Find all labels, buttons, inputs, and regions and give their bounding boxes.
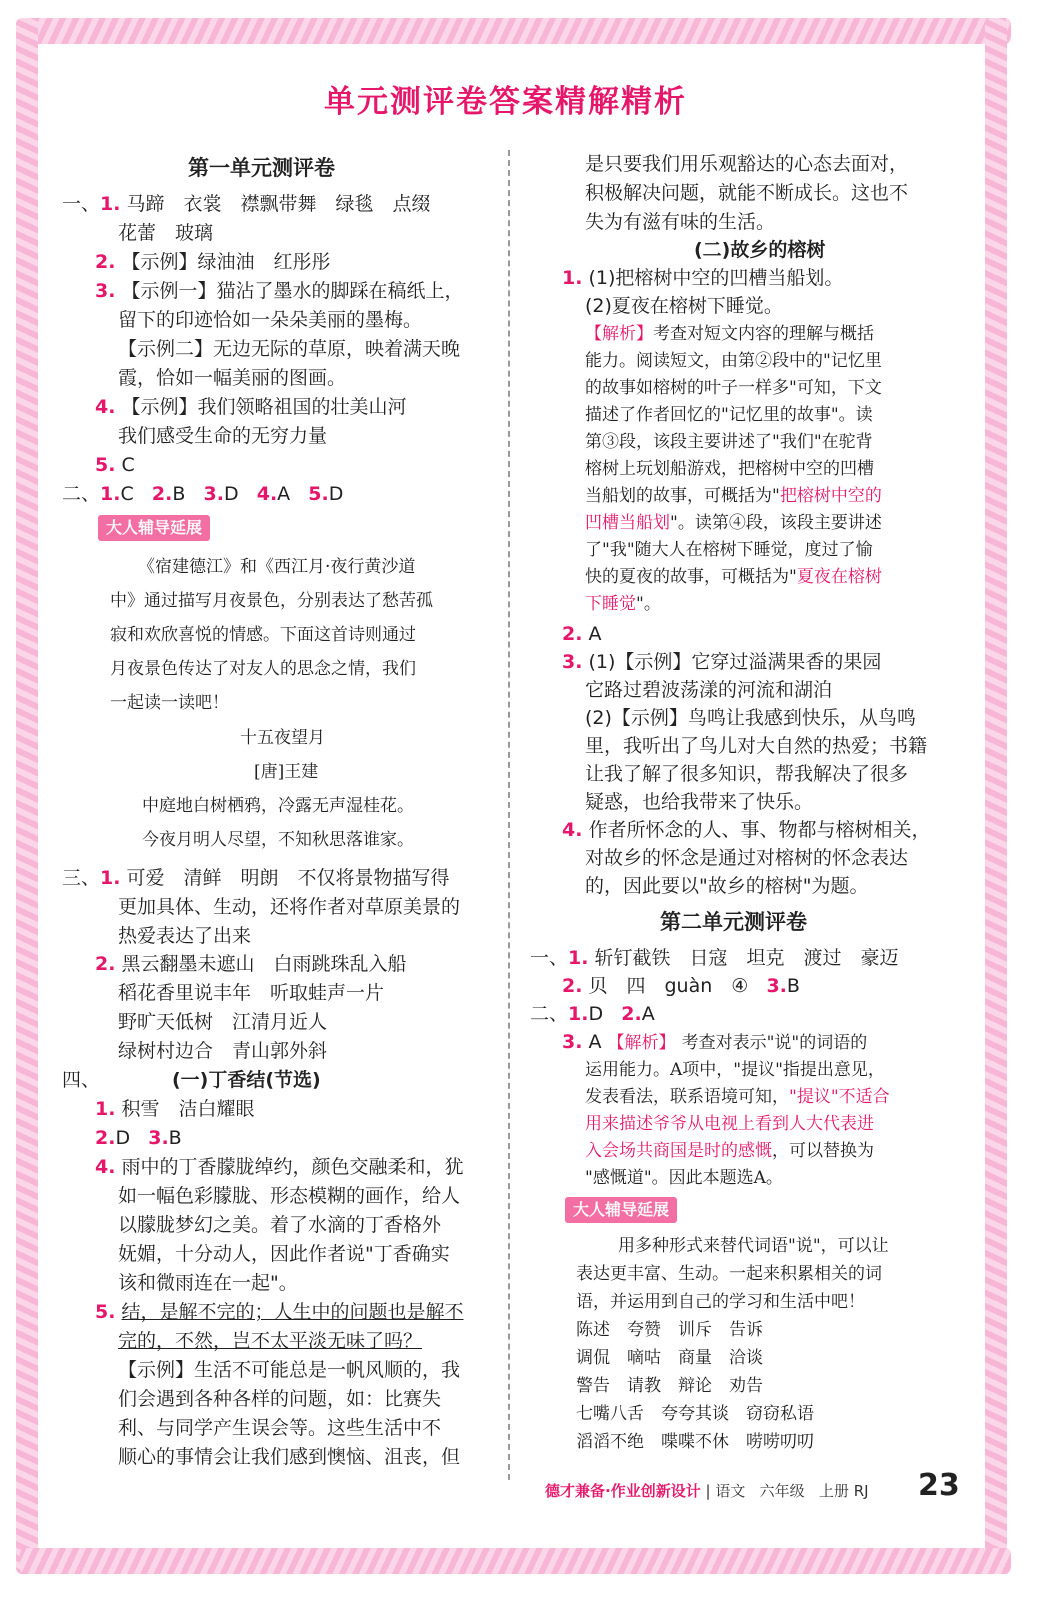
tutoring-badge: 大人辅导延展 (98, 515, 210, 541)
footer-grade: 六年级 (759, 1482, 805, 1500)
answer-line: 里，我听出了鸟儿对大自然的热爱；书籍 (585, 735, 928, 757)
s4-q1 (95, 1095, 255, 1123)
s3-q1 (62, 864, 450, 892)
answer-line: 的，因此要以"故乡的榕树"为题。 (585, 875, 869, 897)
answer-text: 积雪 洁白耀眼 (121, 1098, 255, 1120)
section-label: 三、 (62, 867, 101, 889)
section-label: 二、 (530, 1003, 569, 1025)
s1-q2 (95, 248, 331, 276)
r-q4 (562, 816, 931, 844)
reading-subtitle: (二)故乡的榕树 (694, 239, 826, 261)
question-number: 2. (95, 1127, 116, 1149)
analysis-line: 了"我"随大人在榕树下睡觉，度过了愉 (585, 540, 873, 560)
analysis-highlight: 夏夜在榕树 (796, 567, 882, 587)
analysis-text: 当船划的故事，可概括为" (585, 486, 780, 506)
answer-text: A (588, 1031, 602, 1053)
left-border (16, 18, 38, 1574)
footer-volume: 上册 RJ (818, 1482, 869, 1500)
footer (545, 1480, 869, 1501)
u2-q1 (530, 944, 899, 972)
word-row: 滔滔不绝 喋喋不休 唠唠叨叨 (576, 1432, 814, 1452)
page-title: 单元测评卷答案精解精析 (324, 84, 687, 120)
question-number: 3. (562, 1031, 583, 1053)
answer-line: 该和微雨连在一起"。 (118, 1272, 298, 1294)
s4-q4 (95, 1153, 464, 1181)
answer-line: 我们感受生命的无穷力量 (118, 425, 328, 447)
extension-text: 用多种形式来替代词语"说"，可以让 (618, 1236, 889, 1256)
analysis-highlight: "提议"不适合 (789, 1087, 890, 1107)
question-number: 3. (562, 651, 583, 673)
answer-text: A (588, 623, 602, 645)
answer-line: 们会遇到各种各样的问题，如：比赛失 (118, 1388, 442, 1410)
answer-line: 积极解决问题，就能不断成长。这也不 (585, 182, 909, 204)
answer-line: 热爱表达了出来 (118, 925, 252, 947)
word-row: 七嘴八舌 夸夸其谈 窃窃私语 (576, 1404, 814, 1424)
word-row: 调侃 嘀咕 商量 洽谈 (576, 1348, 763, 1368)
analysis-text: 考查对短文内容的理解与概括 (653, 324, 874, 344)
analysis-highlight: 凹槽当船划 (585, 513, 670, 533)
bottom-border (20, 1548, 1011, 1574)
question-number: 4. (256, 483, 278, 505)
top-border (20, 18, 1011, 44)
analysis-line (585, 482, 882, 510)
answer-line: 野旷天低树 江清月近人 (118, 1011, 328, 1033)
analysis-text: 考查对表示"说"的词语的 (681, 1033, 868, 1053)
question-number: 5. (95, 1301, 116, 1323)
answer-line: 妩媚，十分动人，因此作者说"丁香确实 (118, 1243, 450, 1265)
analysis-tag: 【解析】 (607, 1033, 676, 1053)
analysis-line (585, 563, 882, 591)
analysis-highlight: 下睡觉 (585, 594, 636, 614)
section-label: 一、 (530, 947, 569, 969)
answer-text: 雨中的丁香朦胧绰约，颜色交融柔和，犹 (121, 1156, 464, 1178)
section-label: 一、 (62, 193, 101, 215)
question-number: 3. (766, 975, 787, 997)
answer-line: 是只要我们用乐观豁达的心态去面对， (585, 153, 909, 175)
question-number: 2. (621, 1003, 642, 1025)
s1-q1 (62, 190, 431, 218)
answer-line: 让我了解了很多知识，帮我解决了很多 (585, 763, 909, 785)
question-number: 5. (95, 454, 116, 476)
question-number: 2. (95, 251, 116, 273)
answer-text: B (168, 1127, 182, 1149)
answer-text: 结，是解不完的；人生中的问题也是解不 (121, 1301, 464, 1323)
extension-text: 月夜景色传达了对友人的思念之情，我们 (110, 659, 416, 679)
s1-q4 (95, 393, 407, 421)
word-row: 陈述 夸赞 训斥 告诉 (576, 1320, 763, 1340)
question-number: 2. (95, 953, 116, 975)
question-number: 1. (95, 1098, 116, 1120)
s2-answers (62, 480, 343, 508)
section-label: 二、 (62, 483, 101, 505)
answer-line: 如一幅色彩朦胧、形态模糊的画作，给人 (118, 1185, 461, 1207)
extension-text: 语，并运用到自己的学习和生活中吧！ (576, 1292, 865, 1312)
answer-line: 【示例二】无边无际的草原，映着满天晚 (118, 338, 461, 360)
question-number: 5. (308, 483, 329, 505)
analysis-line (585, 509, 882, 537)
answer-text: D (115, 1127, 131, 1149)
analysis-text: ，可以替换为 (772, 1141, 874, 1161)
question-number: 3. (148, 1127, 169, 1149)
unit2-title: 第二单元测评卷 (660, 910, 807, 934)
answer-line: 利、与同学产生误会等。这些生活中不 (118, 1417, 442, 1439)
word-row: 警告 请教 辩论 劝告 (576, 1376, 763, 1396)
analysis-line (585, 1083, 890, 1111)
answer-line: 绿树村边合 青山郭外斜 (118, 1040, 328, 1062)
answer-text: 【示例】我们领略祖国的壮美山河 (121, 396, 407, 418)
question-number: 4. (95, 1156, 116, 1178)
answer-text: A (641, 1003, 655, 1025)
answer-line: 对故乡的怀念是通过对榕树的怀念表达 (585, 847, 909, 869)
r-q3 (562, 648, 881, 676)
answer-line: 失为有滋有味的生活。 (585, 211, 776, 233)
extension-text: 一起读一读吧！ (110, 693, 229, 713)
s1-q3 (95, 277, 464, 305)
page-number: 23 (918, 1468, 960, 1503)
analysis-text: "。读第④段，该段主要讲述 (670, 513, 882, 533)
question-number: 1. (568, 947, 589, 969)
analysis-line: 运用能力。A项中，"提议"指提出意见， (585, 1060, 885, 1080)
right-border (985, 18, 1007, 1574)
answer-text: B (172, 483, 186, 505)
answer-text: 【示例一】猫沾了墨水的脚踩在稿纸上， (121, 280, 464, 302)
answer-line: 霞，恰如一幅美丽的图画。 (118, 367, 347, 389)
s4-label: 四、 (62, 1069, 101, 1091)
extension-text: 表达更丰富、生动。一起来积累相关的词 (576, 1264, 882, 1284)
r-q1 (562, 264, 843, 292)
answer-line: 花蕾 玻璃 (118, 222, 214, 244)
answer-text: 【示例】绿油油 红彤彤 (121, 251, 331, 273)
tutoring-badge: 大人辅导延展 (565, 1197, 677, 1223)
analysis-tag: 【解析】 (585, 324, 653, 344)
u2-s2-q1-q2 (530, 1000, 655, 1028)
analysis-text: 快的夏夜的故事，可概括为" (585, 567, 797, 587)
s4-subtitle: (一)丁香结(节选) (172, 1069, 321, 1091)
s3-q2 (95, 950, 407, 978)
answer-text: 作者所怀念的人、事、物都与榕树相关， (588, 819, 931, 841)
analysis-highlight: 把榕树中空的 (779, 486, 882, 506)
answer-text: D (223, 483, 239, 505)
s1-q5 (95, 451, 135, 479)
question-number: 3. (203, 483, 224, 505)
analysis-text: 发表看法，联系语境可知， (585, 1087, 789, 1107)
question-number: 4. (562, 819, 583, 841)
column-divider (508, 150, 510, 1480)
analysis-highlight: 入会场共商国是时的感慨 (585, 1141, 772, 1161)
question-number: 4. (95, 396, 116, 418)
poem-title: 十五夜望月 (240, 728, 325, 748)
answer-text: D (328, 483, 344, 505)
answer-text: (1)把榕树中空的凹槽当船划。 (588, 267, 844, 289)
analysis-line: "感慨道"。因此本题选A。 (585, 1168, 783, 1188)
answer-line: 疑惑，也给我带来了快乐。 (585, 791, 814, 813)
analysis-text: "。 (636, 594, 661, 614)
analysis-line: 能力。阅读短文，由第②段中的"记忆里 (585, 351, 882, 371)
poem-line: 中庭地白树栖鸦，冷露无声湿桂花。 (142, 796, 414, 816)
answer-text: 可爱 清鲜 明朗 不仅将景物描写得 (126, 867, 450, 889)
answer-text: 马蹄 衣裳 襟飘带舞 绿毯 点缀 (126, 193, 431, 215)
r-q2 (562, 620, 602, 648)
extension-text: 中》通过描写月夜景色，分别表达了愁苦孤 (110, 591, 433, 611)
question-number: 3. (95, 280, 116, 302)
question-number: 1. (568, 1003, 589, 1025)
answer-text: (1)【示例】它穿过溢满果香的果园 (588, 651, 882, 673)
footer-subject: 语文 (715, 1482, 746, 1500)
answer-text: 贝 四 guàn ④ (588, 975, 749, 997)
analysis-line (585, 1137, 874, 1165)
s4-q5 (95, 1298, 464, 1326)
answer-line: 留下的印迹恰如一朵朵美丽的墨梅。 (118, 309, 423, 331)
question-number: 2. (562, 975, 583, 997)
answer-line: 更加具体、生动，还将作者对草原美景的 (118, 896, 461, 918)
footer-brand: 德才兼备·作业创新设计 (545, 1482, 701, 1500)
answer-text: D (588, 1003, 604, 1025)
analysis-line: 描述了作者回忆的"记忆里的故事"。读 (585, 405, 873, 425)
question-number: 2. (151, 483, 173, 505)
poem-line: 今夜月明人尽望，不知秋思落谁家。 (142, 830, 414, 850)
question-number: 1. (100, 193, 121, 215)
answer-line: 它路过碧波荡漾的河流和湖泊 (585, 679, 833, 701)
question-number: 1. (562, 267, 583, 289)
answer-line: (2)夏夜在榕树下睡觉。 (585, 295, 783, 317)
answer-line: 完的，不然，岂不太平淡无味了吗？ (118, 1330, 423, 1352)
poem-author: [唐]王建 (254, 762, 319, 782)
answer-line: 稻花香里说丰年 听取蛙声一片 (118, 982, 385, 1004)
question-number: 2. (562, 623, 583, 645)
unit1-title: 第一单元测评卷 (188, 156, 335, 180)
footer-separator: | (705, 1482, 711, 1500)
analysis-line: 的故事如榕树的叶子一样多"可知，下文 (585, 378, 882, 398)
answer-line: 以朦胧梦幻之美。着了水滴的丁香格外 (118, 1214, 442, 1236)
question-number: 1. (100, 483, 121, 505)
answer-line: 【示例】生活不可能总是一帆风顺的，我 (118, 1359, 461, 1381)
u2-s2-q3 (562, 1028, 867, 1057)
analysis-line: 第③段，该段主要讲述了"我们"在驼背 (585, 432, 873, 452)
answer-line: 顺心的事情会让我们感到懊恼、沮丧，但 (118, 1446, 461, 1468)
answer-line: (2)【示例】鸟鸣让我感到快乐，从鸟鸣 (585, 707, 916, 729)
extension-text: 《宿建德江》和《西江月·夜行黄沙道 (138, 557, 416, 577)
answer-text: C (121, 454, 135, 476)
s4-q2-q3 (95, 1124, 182, 1152)
u2-q2-q3 (562, 972, 800, 1000)
answer-text: 黑云翻墨未遮山 白雨跳珠乱入船 (121, 953, 407, 975)
analysis-line (585, 590, 661, 618)
answer-text: B (786, 975, 800, 997)
analysis-line: 榕树上玩划船游戏，把榕树中空的凹槽 (585, 459, 874, 479)
answer-text: C (120, 483, 134, 505)
analysis-highlight: 用来描述爷爷从电视上看到人大代表进 (585, 1114, 874, 1134)
answer-text: A (277, 483, 291, 505)
extension-text: 寂和欢欣喜悦的情感。下面这首诗则通过 (110, 625, 416, 645)
question-number: 1. (100, 867, 121, 889)
analysis-line (585, 320, 874, 348)
answer-text: 斩钉截铁 日寇 坦克 渡过 豪迈 (594, 947, 899, 969)
